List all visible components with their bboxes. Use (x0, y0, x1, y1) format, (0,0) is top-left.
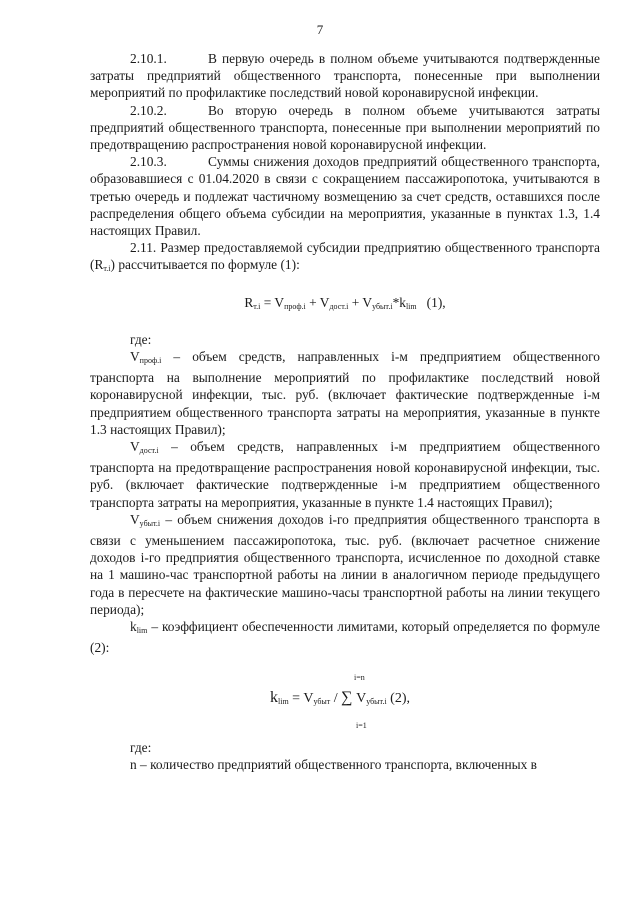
sum-lower-limit: i=1 (356, 720, 367, 730)
formula-term: / (330, 690, 342, 706)
clause-text: Во вторую очередь в полном объеме учитываются затраты предприятий общественного транспорта, понесенные при выполнении мероприятий по предотвращению распространения новой коронавирусной инфекции. (90, 102, 600, 153)
page-number: 7 (316, 22, 324, 37)
definition-text: – объем средств, направленных i-м предприятием общественного транспорта на выполнение мероприятий по профилактике последствий новой коронавирусной инфекции, тыс. руб. (включает фактические подтвержденные i-м предприятием общественного транспорта затраты на мероприятия, указанные в пункте 1.3 настоящих Правил); (90, 349, 600, 437)
subscript: lim (405, 301, 417, 311)
clause-text: Суммы снижения доходов предприятий общественного транспорта, образовавшиеся с 01.04.2020 в связи с сокращением пассажиропотока, учитываются в третью очередь и подлежат частичному возмещению за счет средств, оставшихся после распределения общего объема субсидии на мероприятия, указанные в пунктах 1.3, 1.4 настоящих Правил. (90, 154, 600, 239)
subscript: дост.i (329, 301, 349, 311)
definition-k-lim (90, 618, 600, 656)
where-label-2: где: (130, 739, 152, 755)
definition-v-prof (90, 348, 600, 438)
sigma-symbol: ∑ (341, 688, 353, 706)
formula-2-body (270, 689, 410, 710)
formula-term: R (244, 294, 254, 310)
formula-2 (90, 667, 600, 733)
paragraph-2-10-2 (90, 102, 600, 154)
formula-number: (2), (386, 690, 410, 706)
clause-number: 2.10.2. (130, 102, 167, 118)
symbol: V (130, 439, 140, 455)
formula-term: = V (260, 294, 285, 310)
definition-text: – коэффициент обеспеченности лимитами, который определяется по формуле (2): (90, 619, 600, 656)
subscript: проф.i (284, 301, 306, 311)
formula-term: *k (392, 294, 406, 310)
clause-text: В первую очередь в полном объеме учитываются подтвержденные затраты предприятий общественного транспорта, понесенные при выполнении мероприятий по профилактике последствий новой коронавирусной инфекции. (90, 51, 600, 101)
where-label: где: (130, 331, 152, 347)
symbol: V (130, 511, 140, 527)
clause-number: 2.10.1. (130, 51, 167, 66)
subscript: убыт (313, 696, 331, 706)
paragraph-2-10-1 (90, 50, 600, 102)
formula-term: k (270, 688, 278, 706)
subscript: убыт.i (372, 301, 393, 311)
formula-term: + V (348, 294, 373, 310)
paragraph-2-11 (90, 239, 600, 277)
subscript: проф.i (139, 356, 162, 366)
formula-term: V (352, 690, 367, 706)
subscript: lim (136, 626, 148, 636)
clause-text: 2.11. Размер предоставляемой субсидии предприятию общественного транспорта (R (90, 240, 600, 273)
clause-text: ) рассчитывается по формуле (1): (110, 257, 300, 273)
paragraph-2-10-3 (90, 153, 600, 239)
subscript: lim (278, 696, 289, 706)
subscript: т.i (253, 301, 261, 311)
symbol: V (130, 349, 140, 365)
formula-number: (1), (426, 294, 446, 310)
document-body (90, 50, 600, 773)
definition-n: n – количество предприятий общественного транспорта, включенных в (130, 756, 538, 772)
subscript: дост.i (139, 446, 159, 456)
subscript: убыт.i (366, 696, 387, 706)
formula-term: + V (305, 294, 330, 310)
definition-text: – объем средств, направленных i-м предприятием общественного транспорта на предотвращение распространения новой коронавирусной инфекции, тыс. руб. (включает фактические подтвержденные i-м предприятием общественного транспорта затраты на мероприятия, указанные в пункте 1.4 настоящих Правил); (90, 439, 600, 510)
formula-1 (90, 294, 600, 315)
formula-term: = V (288, 690, 314, 706)
symbol: k (130, 619, 137, 635)
definition-v-dost (90, 438, 600, 511)
definition-text: – объем снижения доходов i-го предприятия общественного транспорта в связи с уменьшением пассажиропотока, тыс. руб. (включает расчетное снижение доходов i-го предприятия общественного транспорта, исчисленное по доходной ставке на 1 машино-час транспортной работы на линии в аналогичном периоде предыдущего года в пересчете на фактические машино-часы транспортной работы на линии текущего периода); (90, 511, 600, 617)
clause-number: 2.10.3. (130, 154, 167, 170)
subscript: убыт.i (139, 518, 161, 528)
definition-v-ubyt (90, 511, 600, 618)
sum-upper-limit: i=n (354, 672, 365, 682)
subscript: т.i (103, 264, 111, 274)
